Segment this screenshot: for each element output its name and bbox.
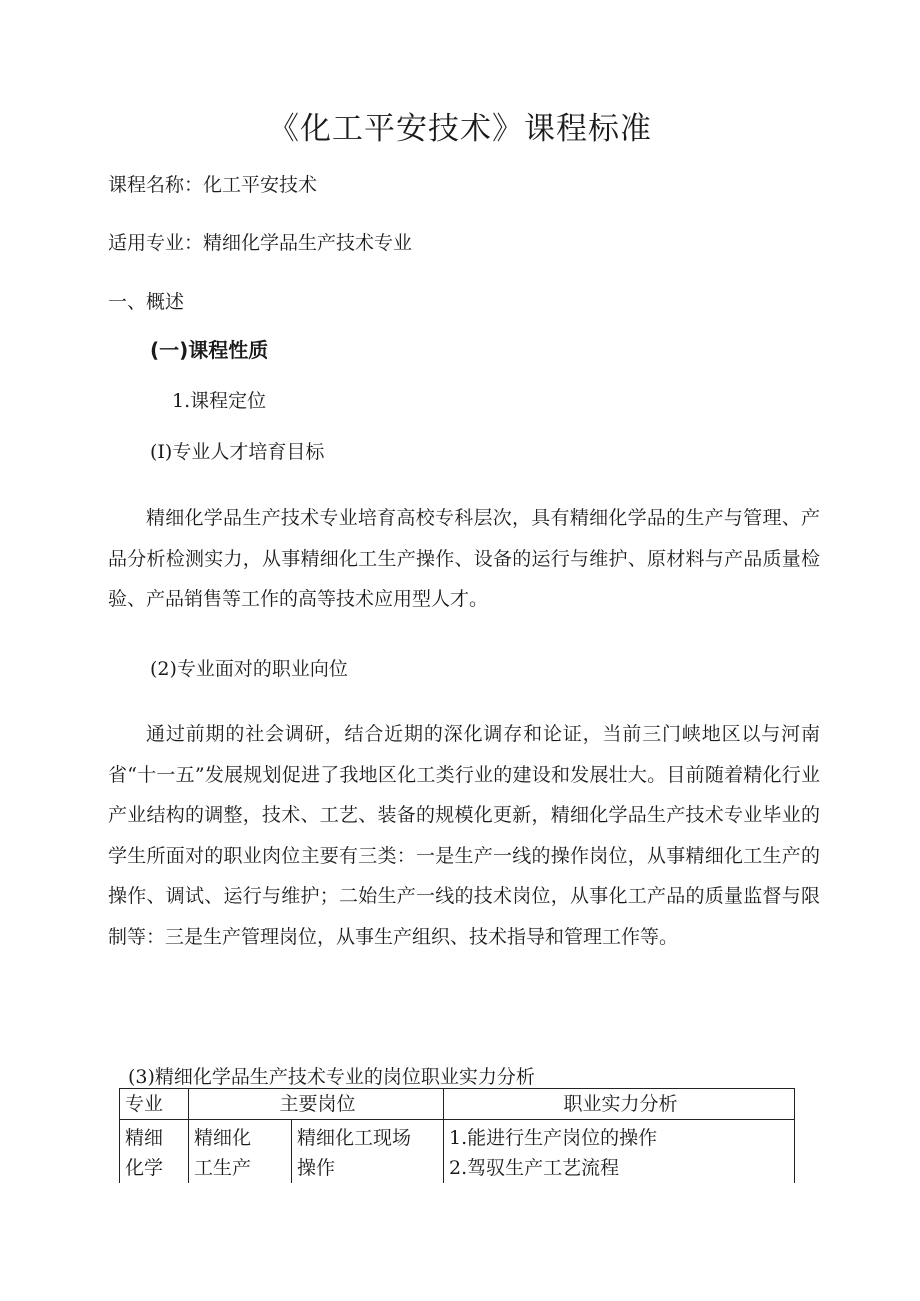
paragraph-career-posts: 通过前期的社会调研，结合近期的深化调存和论证，当前三门峡地区以与河南省“十一五”发展规划促进了我地区化工类行业的建设和发展壮大。目前随着精化行业产业结构的调整，技术、工艺、装备的规模化更新，精细化学品生产技术专业毕业的学生所面对的职业肉位主要有三类：一是生产一线的操作岗位，从事精细化工生产的操作、调试、运行与维护；二始生产一线的技术岗位，从事化工产品的质量监督与限制等：三是生产管理岗位，从事生产组织、技术指导和管理工作等。 xyxy=(108,723,820,948)
cell-ability-line-1: 1.能进行生产岗位的操作 xyxy=(449,1127,658,1149)
course-name-line: 课程名称：化工平安技术 xyxy=(108,174,318,196)
cell-post-line-2: 操作 xyxy=(297,1157,336,1179)
table-header-row xyxy=(120,1089,795,1120)
table-header-ability-analysis: 职业实力分析 xyxy=(444,1089,795,1120)
paragraph-talent-goal: 精细化学品生产技术专业培育高校专科层次，具有精细化学品的生产与管理、产品分析检测实力，从事精细化工生产操作、设备的运行与维护、原材料与产品质量检验、产品销售等工作的高等技术应用型人才。 xyxy=(108,507,820,610)
table-header-main-post: 主要岗位 xyxy=(189,1089,444,1120)
table-row xyxy=(120,1120,795,1184)
item-heading-course-positioning: 1.课程定位 xyxy=(172,390,267,412)
cell-major-line-2: 化学 xyxy=(125,1157,164,1179)
table-header-major: 专业 xyxy=(120,1089,189,1120)
table-cell-ability xyxy=(444,1120,795,1184)
major-line: 适用专业：精细化学品生产技术专业 xyxy=(108,232,413,254)
table-cell-post-category xyxy=(189,1120,292,1184)
cell-post-line-1: 精细化工现场 xyxy=(297,1127,412,1149)
cell-post-category-line-1: 精细化 xyxy=(194,1127,252,1149)
cell-major-line-1: 精细 xyxy=(125,1127,164,1149)
table-cell-post xyxy=(292,1120,444,1184)
post-ability-table xyxy=(119,1088,795,1183)
sub-heading-talent-goal: (I)专业人才培育目标 xyxy=(150,441,325,463)
table-caption: (3)精细化学品生产技术专业的岗位职业实力分析 xyxy=(128,1066,535,1088)
sub-heading-career-posts: (2)专业面对的职业向位 xyxy=(150,658,348,680)
table-cell-major xyxy=(120,1120,189,1184)
cell-ability-line-2: 2.驾驭生产工艺流程 xyxy=(449,1157,620,1179)
page-title: 《化工平安技术》课程标准 xyxy=(268,111,652,147)
cell-post-category-line-2: 工生产 xyxy=(194,1157,252,1179)
section-heading-overview: 一、概述 xyxy=(108,291,185,313)
subsection-heading-course-nature: (一)课程性质 xyxy=(150,338,269,362)
